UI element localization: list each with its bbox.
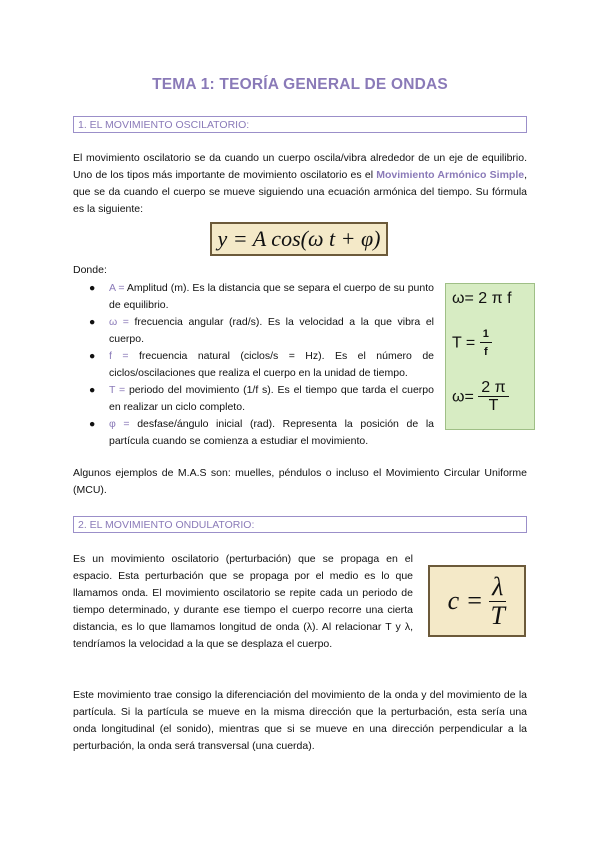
section-heading-oscillatory: 1. EL MOVIMIENTO OSCILATORIO: [73, 116, 527, 133]
bullet-icon: ● [89, 350, 96, 362]
param-description: periodo del movimiento (1/f s). Es el tiempo que tarda el cuerpo en realizar un ciclo completo. [109, 384, 434, 413]
omega-denominator: T [488, 397, 499, 414]
param-description: frecuencia angular (rad/s). Es la velocidad a la que vibra el cuerpo. [109, 316, 434, 345]
particle-paragraph: Este movimiento trae consigo la diferenciación del movimiento de la onda y del movimiento de la partícula. Si la partícula se mueve en la misma dirección que la perturbación, esta sería una onda longitudinal (el sonido), mientras que si se mueve en una dirección perpendicular a la perturbación, la onda será transversal (una cuerda). [73, 689, 527, 752]
mas-formula: y = A cos(ω t + φ) [210, 222, 388, 256]
period-lhs: T = [452, 334, 476, 352]
wave-speed-formula [428, 565, 526, 637]
list-item [89, 314, 434, 348]
donde-label: Donde: [73, 264, 107, 276]
intro-text-2: , que se da cuando el cuerpo se mueve siguiendo una ecuación armónica del tiempo. Su fórmula es la siguiente: [73, 169, 527, 215]
formula-summary-box [445, 283, 535, 430]
omega-fraction [478, 380, 508, 415]
param-description: desfase/ángulo inicial (rad). Representa la posición de la partícula cuando se comienza a estudiar el movimiento. [109, 418, 434, 447]
intro-paragraph [73, 150, 527, 218]
omega-numerator: 2 π [478, 380, 508, 397]
omega-formula: ω= 2 π f [452, 290, 512, 307]
bullet-icon: ● [89, 384, 96, 396]
wave-formula-numerator: λ [489, 573, 506, 602]
period-formula [452, 326, 492, 361]
param-symbol: ω = [109, 316, 129, 328]
wave-paragraph: Es un movimiento oscilatorio (perturbación) que se propaga en el espacio. Esta perturbación que se propaga por el medio es lo que llamamos onda. El movimiento oscilatorio se repite cada un periodo de tiempo determinado, y durante ese tiempo el cuerpo recorre una cierta distancia, es lo que llamamos longitud de onda (λ). Al relacionar T y λ, tendríamos la velocidad a la que se desplaza el cuerpo. [73, 553, 413, 650]
param-description: Amplitud (m). Es la distancia que se separa el cuerpo de su punto de equilibrio. [109, 282, 434, 311]
wave-formula-fraction [489, 573, 506, 630]
bullet-icon: ● [89, 316, 96, 328]
param-description: frecuencia natural (ciclos/s = Hz). Es el número de ciclos/oscilaciones que realiza el cuerpo en la unidad de tiempo. [109, 350, 435, 379]
list-item [89, 348, 434, 382]
param-symbol: φ = [109, 418, 130, 430]
parameter-list [89, 280, 434, 450]
page-title: TEMA 1: TEORÍA GENERAL DE ONDAS [152, 76, 448, 93]
period-fraction [480, 326, 492, 361]
list-item [89, 416, 434, 450]
param-symbol: f = [109, 350, 129, 362]
bullet-icon: ● [89, 418, 96, 430]
param-symbol: T = [109, 384, 126, 396]
wave-formula-lhs: c = [447, 586, 484, 615]
mas-highlight: Movimiento Armónico Simple [376, 169, 525, 181]
period-numerator: 1 [480, 326, 492, 343]
examples-paragraph: Algunos ejemplos de M.A.S son: muelles, péndulos o incluso el Movimiento Circular Uniforme (MCU). [73, 467, 527, 496]
param-symbol: A = [109, 282, 125, 294]
intro-text-1: El movimiento oscilatorio se da cuando un cuerpo oscila/vibra alrededor de un eje de equilibrio. Uno de los tipos más importante de movimiento oscilatorio es el [73, 152, 527, 181]
list-item [89, 280, 434, 314]
list-item [89, 382, 434, 416]
section-heading-wave: 2. EL MOVIMIENTO ONDULATORIO: [73, 516, 527, 533]
wave-formula-denominator: T [490, 600, 506, 630]
bullet-icon: ● [89, 282, 96, 294]
omega-period-formula [452, 380, 509, 415]
period-denominator: f [483, 346, 488, 358]
omega-lhs: ω= [452, 388, 474, 406]
